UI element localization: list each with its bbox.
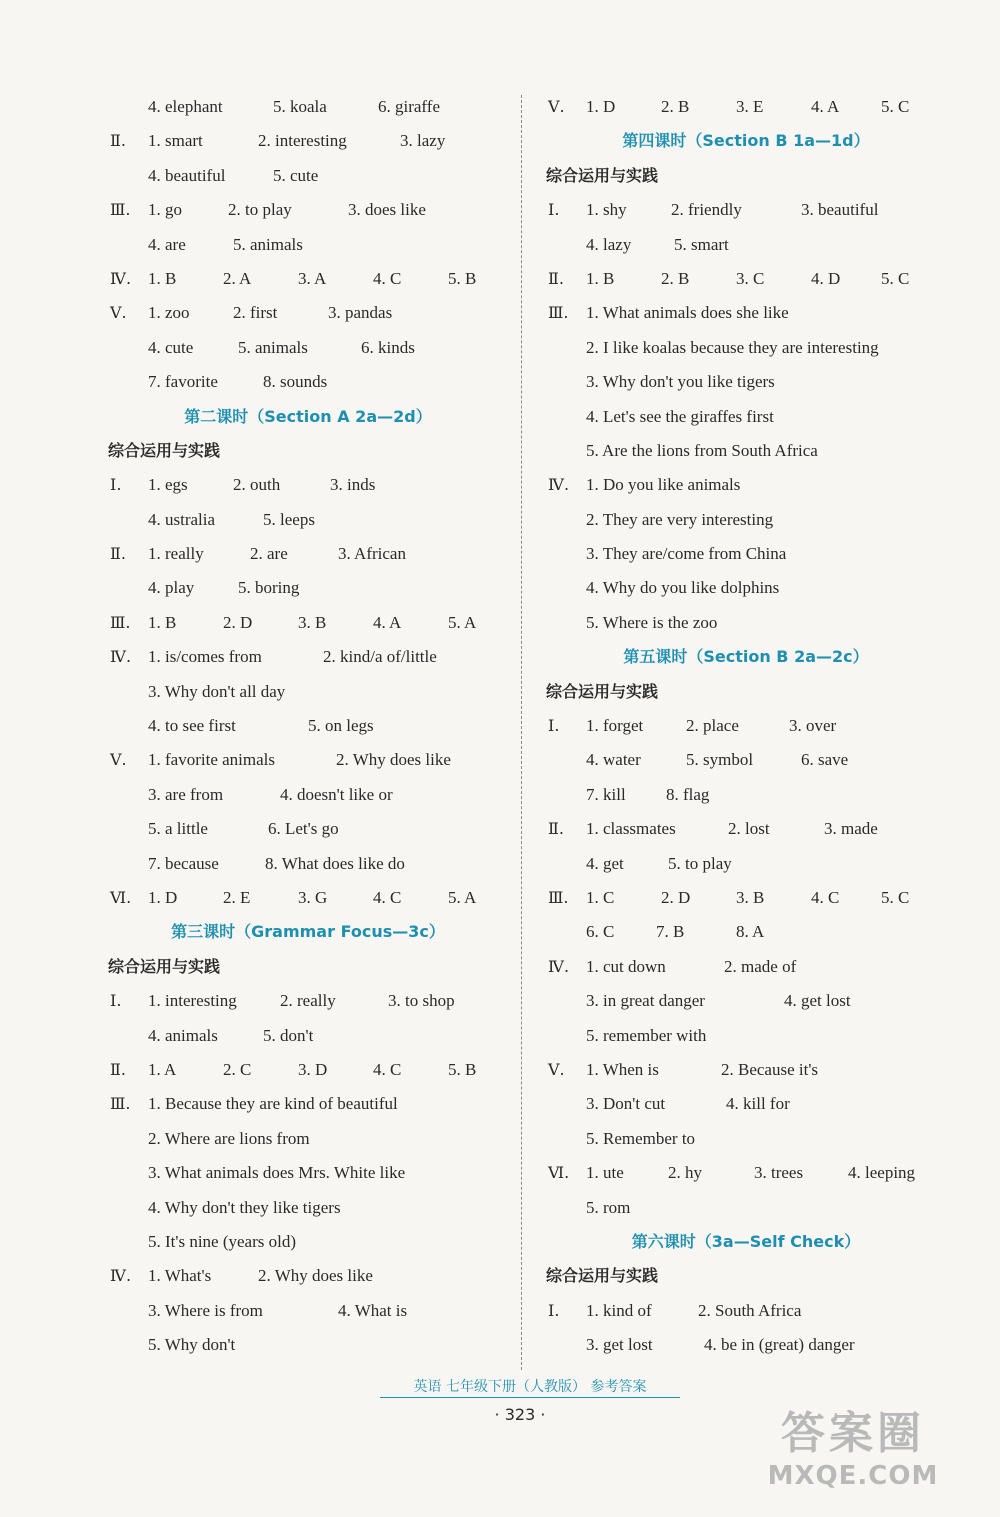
answer-item: 5. leeps — [263, 509, 315, 529]
answer-row — [108, 90, 508, 124]
exercise-number: Ⅱ. — [110, 131, 126, 151]
answer-item: 6. Let's go — [268, 819, 339, 839]
answer-row — [108, 262, 508, 296]
answer-item: 2. D — [661, 887, 691, 907]
answer-row — [546, 296, 946, 330]
answer-row — [546, 503, 946, 537]
answer-item: 2. C — [223, 1059, 252, 1079]
answer-item: 4. Why don't they like tigers — [148, 1197, 341, 1217]
answer-item: 4. C — [373, 1059, 402, 1079]
answer-item: 3. Don't cut — [586, 1094, 666, 1114]
answer-item: 8. A — [736, 922, 765, 942]
answer-item: 4. elephant — [148, 97, 223, 116]
answer-item: 3. C — [736, 268, 765, 288]
answer-row — [546, 778, 946, 812]
exercise-number: Ⅲ. — [110, 1094, 131, 1114]
answer-row — [546, 984, 946, 1018]
answer-item: 5. smart — [674, 234, 729, 254]
answer-item: 4. are — [148, 234, 186, 254]
answer-row — [546, 1019, 946, 1053]
answer-item: 2. interesting — [258, 131, 347, 151]
answer-row — [546, 915, 946, 949]
answer-item: 5. on legs — [308, 716, 374, 736]
answer-item: 1. forget — [586, 716, 644, 736]
answer-item: 1. When is — [586, 1059, 659, 1079]
answer-item: 4. to see first — [148, 716, 236, 736]
lesson-heading: 第五课时（Section B 2a—2c） — [623, 647, 869, 667]
answer-item: 2. place — [686, 716, 739, 736]
exercise-number: Ⅳ. — [110, 268, 132, 288]
exercise-number: Ⅳ. — [110, 1266, 132, 1286]
answer-item: 4. What is — [338, 1300, 408, 1320]
answer-item: 5. remember with — [586, 1025, 707, 1045]
exercise-number: Ⅱ. — [110, 1059, 126, 1079]
answer-row — [546, 468, 946, 502]
exercise-number: Ⅴ. — [548, 97, 565, 116]
answer-item: 1. classmates — [586, 819, 676, 839]
answer-row — [546, 743, 946, 777]
answer-item: 4. kill for — [726, 1094, 790, 1114]
answer-row — [546, 571, 946, 605]
lesson-heading: 第三课时（Grammar Focus—3c） — [171, 922, 445, 942]
answer-row — [546, 1328, 946, 1362]
lesson-heading: 第六课时（3a—Self Check） — [631, 1231, 861, 1251]
exercise-number: Ⅲ. — [548, 887, 569, 907]
answer-item: 3. get lost — [586, 1335, 653, 1355]
exercise-number: Ⅰ. — [548, 200, 560, 220]
exercise-number: Ⅲ. — [110, 612, 131, 632]
watermark-logo — [718, 1397, 988, 1507]
answer-item: 1. smart — [148, 131, 203, 151]
answer-item: 5. boring — [238, 578, 300, 598]
answer-item: 4. ustralia — [148, 509, 216, 529]
answer-item: 3. E — [736, 97, 764, 116]
answer-item: 5. B — [448, 268, 477, 288]
answer-item: 5. C — [881, 97, 910, 116]
answer-row — [108, 606, 508, 640]
answer-row — [108, 365, 508, 399]
answer-item: 2. friendly — [671, 200, 742, 220]
answer-item: 1. really — [148, 544, 204, 564]
answer-item: 3. are from — [148, 784, 224, 804]
answer-item: 3. in great danger — [586, 991, 705, 1011]
exercise-number: Ⅴ. — [110, 750, 127, 770]
answer-item: 2. outh — [233, 475, 281, 495]
answer-item: 1. interesting — [148, 991, 237, 1011]
answer-item: 3. Why don't you like tigers — [586, 372, 775, 392]
answer-row — [546, 228, 946, 262]
answer-item: 2. Why does like — [258, 1266, 373, 1286]
answer-item: 1. B — [148, 268, 177, 288]
answer-row — [108, 1122, 508, 1156]
answer-row — [546, 537, 946, 571]
answer-item: 5. symbol — [686, 750, 754, 770]
answer-item: 2. South Africa — [698, 1300, 802, 1320]
answer-item: 2. D — [223, 612, 253, 632]
answer-item: 1. Because they are kind of beautiful — [148, 1094, 398, 1114]
answer-item: 2. A — [223, 268, 252, 288]
answer-item: 1. ute — [586, 1163, 624, 1183]
answer-item: 5. B — [448, 1059, 477, 1079]
answer-row — [546, 262, 946, 296]
watermark-logo-text: 答案圈 — [781, 1408, 925, 1459]
answer-item: 1. What's — [148, 1266, 212, 1286]
answer-item: 1. D — [148, 887, 178, 907]
answer-row — [546, 193, 946, 227]
watermark-site-text: MXQE.COM — [767, 1461, 939, 1491]
answer-row — [546, 950, 946, 984]
answer-row — [108, 778, 508, 812]
right-column — [546, 90, 946, 1362]
answer-row — [546, 847, 946, 881]
answer-item: 4. C — [811, 887, 840, 907]
answer-item: 3. over — [789, 716, 837, 736]
exercise-number: Ⅱ. — [548, 268, 564, 288]
answer-item: 5. A — [448, 887, 477, 907]
answer-row — [546, 606, 946, 640]
answer-item: 2. are — [250, 544, 288, 564]
answer-row — [108, 159, 508, 193]
answer-item: 2. lost — [728, 819, 770, 839]
lesson-heading: 第四课时（Section B 1a—1d） — [622, 131, 870, 151]
answer-item: 8. flag — [666, 784, 710, 804]
answer-item: 4. get — [586, 853, 624, 873]
exercise-number: Ⅰ. — [548, 716, 560, 736]
answer-row — [108, 503, 508, 537]
answer-item: 3. D — [298, 1059, 328, 1079]
answer-row — [108, 1328, 508, 1362]
answer-row — [108, 1156, 508, 1190]
answer-item: 2. E — [223, 887, 251, 907]
answer-item: 3. trees — [754, 1163, 804, 1183]
answer-item: 4. doesn't like or — [280, 784, 393, 804]
answer-item: 1. Do you like animals — [586, 475, 741, 495]
answer-row — [108, 1019, 508, 1053]
answer-item: 2. first — [233, 303, 278, 323]
answer-item: 2. B — [661, 97, 690, 116]
answer-item: 5. animals — [238, 337, 308, 357]
exercise-number: Ⅰ. — [110, 991, 122, 1011]
exercise-number: Ⅳ. — [548, 475, 570, 495]
exercise-number: Ⅳ. — [548, 956, 570, 976]
answer-item: 5. Why don't — [148, 1335, 236, 1355]
column-divider — [521, 95, 522, 1370]
answer-item: 4. animals — [148, 1025, 218, 1045]
answer-item: 1. A — [148, 1059, 177, 1079]
answer-item: 3. B — [298, 612, 327, 632]
answer-item: 2. kind/a of/little — [323, 647, 437, 667]
answer-row — [108, 228, 508, 262]
answer-row — [546, 400, 946, 434]
answer-item: 4. D — [811, 268, 841, 288]
answer-item: 6. C — [586, 922, 615, 942]
answer-item: 3. They are/come from China — [586, 544, 787, 564]
answer-item: 2. Where are lions from — [148, 1128, 310, 1148]
answer-item: 5. cute — [273, 165, 319, 185]
answer-item: 1. favorite animals — [148, 750, 275, 770]
answer-item: 1. kind of — [586, 1300, 652, 1320]
exercise-number: Ⅲ. — [110, 200, 131, 220]
answer-item: 5. Remember to — [586, 1128, 696, 1148]
answer-row — [546, 365, 946, 399]
exercise-number: Ⅰ. — [110, 475, 122, 495]
answer-item: 8. What does like do — [265, 853, 405, 873]
answer-item: 2. to play — [228, 200, 292, 220]
exercise-number: Ⅵ. — [548, 1163, 570, 1183]
answer-row — [546, 1191, 946, 1225]
exercise-number: Ⅴ. — [110, 303, 127, 323]
exercise-number: Ⅵ. — [110, 887, 132, 907]
section-subheading: 综合运用与实践 — [108, 956, 221, 976]
answer-item: 5. rom — [586, 1197, 631, 1217]
exercise-number: Ⅳ. — [110, 647, 132, 667]
answer-item: 1. is/comes from — [148, 647, 262, 667]
answer-item: 1. B — [586, 268, 615, 288]
section-subheading: 综合运用与实践 — [108, 440, 221, 460]
answer-row — [108, 743, 508, 777]
exercise-number: Ⅴ. — [548, 1059, 565, 1079]
answer-item: 1. D — [586, 97, 616, 116]
answer-row — [108, 847, 508, 881]
answer-item: 5. a little — [148, 819, 208, 839]
answer-item: 5. don't — [263, 1025, 314, 1045]
answer-item: 1. egs — [148, 475, 188, 495]
answer-item: 4. cute — [148, 337, 194, 357]
answer-item: 5. Are the lions from South Africa — [586, 440, 818, 460]
answer-item: 1. C — [586, 887, 615, 907]
answer-item: 1. B — [148, 612, 177, 632]
answer-item: 5. to play — [668, 853, 732, 873]
answer-row — [108, 124, 508, 158]
answer-row — [546, 812, 946, 846]
answer-row — [108, 984, 508, 1018]
answer-row — [546, 1156, 946, 1190]
answer-item: 4. lazy — [586, 234, 632, 254]
answer-item: 2. Why does like — [336, 750, 451, 770]
answer-item: 3. Why don't all day — [148, 681, 286, 701]
answer-item: 1. shy — [586, 200, 627, 220]
exercise-number: Ⅰ. — [548, 1300, 560, 1320]
answer-row — [108, 296, 508, 330]
answer-row — [546, 1122, 946, 1156]
answer-item: 3. does like — [348, 200, 426, 220]
answer-item: 2. They are very interesting — [586, 509, 774, 529]
answer-item: 2. I like koalas because they are interesting — [586, 337, 879, 357]
answer-row — [546, 1087, 946, 1121]
answer-item: 3. inds — [330, 475, 376, 495]
answer-row — [108, 1087, 508, 1121]
answer-row — [546, 881, 946, 915]
answer-item: 3. A — [298, 268, 327, 288]
answer-row — [108, 640, 508, 674]
exercise-number: Ⅱ. — [110, 544, 126, 564]
answer-row — [108, 468, 508, 502]
answer-item: 5. It's nine (years old) — [148, 1231, 296, 1251]
answer-item: 2. B — [661, 268, 690, 288]
answer-row — [108, 1294, 508, 1328]
answer-row — [108, 1191, 508, 1225]
answer-item: 3. made — [824, 819, 878, 839]
answer-item: 3. African — [338, 544, 406, 564]
answer-item: 2. hy — [668, 1163, 702, 1183]
answer-item: 3. to shop — [388, 991, 455, 1011]
answer-item: 6. giraffe — [378, 97, 440, 116]
answer-item: 1. go — [148, 200, 182, 220]
answer-row — [108, 1259, 508, 1293]
answer-row — [108, 571, 508, 605]
answer-row — [108, 812, 508, 846]
answer-row — [108, 709, 508, 743]
section-subheading: 综合运用与实践 — [546, 681, 659, 701]
answer-item: 7. B — [656, 922, 685, 942]
page-number: · 323 · — [494, 1405, 546, 1424]
exercise-number: Ⅱ. — [548, 819, 564, 839]
answer-row — [108, 881, 508, 915]
answer-row — [546, 1053, 946, 1087]
answer-item: 6. kinds — [361, 337, 415, 357]
answer-item: 7. favorite — [148, 372, 218, 392]
answer-item: 4. be in (great) danger — [704, 1335, 855, 1355]
answer-item: 4. A — [811, 97, 840, 116]
answer-row — [546, 434, 946, 468]
answer-item: 4. water — [586, 750, 641, 770]
answer-item: 3. beautiful — [801, 200, 879, 220]
answer-item: 4. play — [148, 578, 195, 598]
answer-item: 3. G — [298, 887, 328, 907]
answer-item: 5. C — [881, 268, 910, 288]
left-column — [108, 90, 508, 1362]
answer-item: 4. beautiful — [148, 165, 226, 185]
answer-item: 6. save — [801, 750, 849, 770]
answer-item: 3. pandas — [328, 303, 393, 323]
answer-item: 3. lazy — [400, 131, 446, 151]
answer-item: 5. animals — [233, 234, 303, 254]
answer-item: 3. What animals does Mrs. White like — [148, 1163, 406, 1183]
answer-item: 8. sounds — [263, 372, 328, 392]
answer-row — [108, 537, 508, 571]
answer-row — [108, 1225, 508, 1259]
answer-item: 5. C — [881, 887, 910, 907]
answer-row — [108, 331, 508, 365]
answer-item: 5. koala — [273, 97, 327, 116]
answer-item: 5. Where is the zoo — [586, 612, 718, 632]
answer-row — [108, 1053, 508, 1087]
answer-item: 1. What animals does she like — [586, 303, 789, 323]
answer-item: 2. made of — [724, 956, 797, 976]
answer-item: 3. Where is from — [148, 1300, 263, 1320]
answer-item: 4. leeping — [848, 1163, 916, 1183]
answer-item: 4. C — [373, 268, 402, 288]
section-subheading: 综合运用与实践 — [546, 1266, 659, 1286]
answer-item: 7. because — [148, 853, 219, 873]
answer-item: 4. C — [373, 887, 402, 907]
answer-item: 1. zoo — [148, 303, 190, 323]
answer-row — [108, 675, 508, 709]
answer-item: 4. A — [373, 612, 402, 632]
answer-row — [546, 90, 946, 124]
answer-item: 4. Let's see the giraffes first — [586, 406, 774, 426]
answer-item: 4. Why do you like dolphins — [586, 578, 780, 598]
answer-item: 3. B — [736, 887, 765, 907]
answer-item: 7. kill — [586, 784, 626, 804]
footer-title: 英语 七年级下册（人教版） 参考答案 — [380, 1376, 680, 1398]
answer-row — [108, 193, 508, 227]
lesson-heading: 第二课时（Section A 2a—2d） — [184, 406, 432, 426]
section-subheading: 综合运用与实践 — [546, 165, 659, 185]
answer-item: 4. get lost — [784, 991, 851, 1011]
answer-row — [546, 1294, 946, 1328]
exercise-number: Ⅲ. — [548, 303, 569, 323]
answer-row — [546, 331, 946, 365]
answer-item: 2. Because it's — [721, 1059, 819, 1079]
answer-row — [546, 709, 946, 743]
answer-item: 5. A — [448, 612, 477, 632]
answer-item: 2. really — [280, 991, 336, 1011]
answer-item: 1. cut down — [586, 956, 666, 976]
